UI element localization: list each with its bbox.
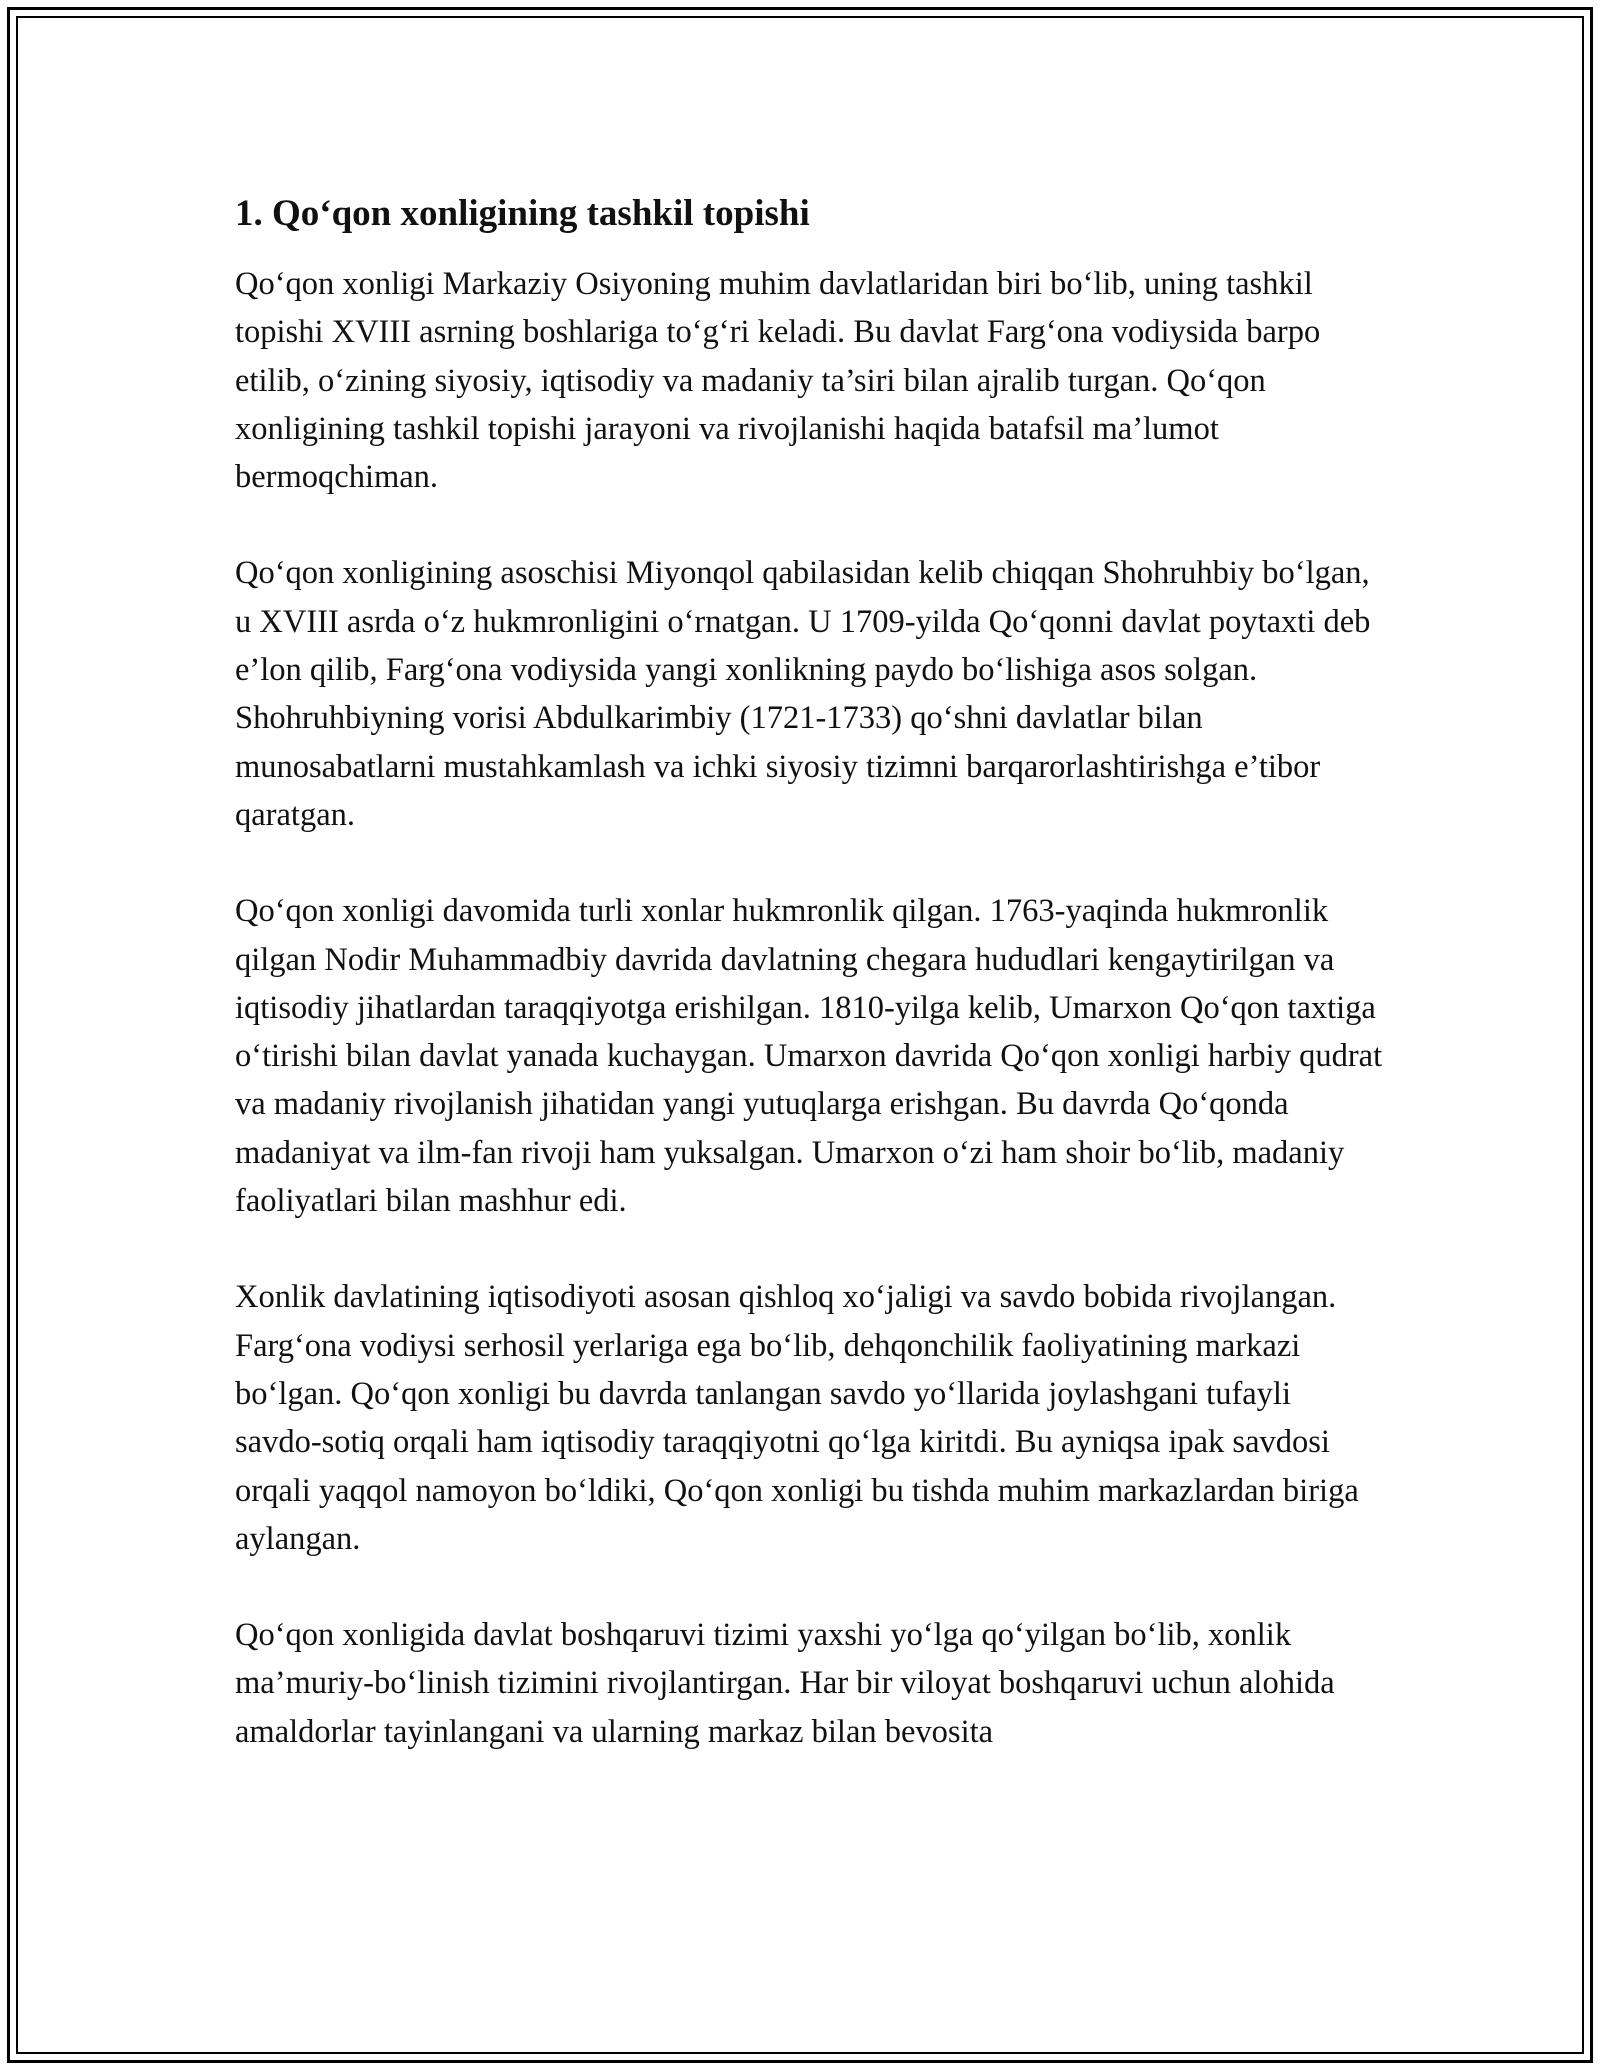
- paragraph-3: Qo‘qon xonligi davomida turli xonlar hukmronlik qilgan. 1763-yaqinda hukmronlik qilgan Nodir Muhammadbiy davrida davlatning chegara hududlari kengaytirilgan va iqtisodiy jihatlardan taraqqiyotga erishilgan. 1810-yilga kelib, Umarxon Qo‘qon taxtiga o‘tirishi bilan davlat yanada kuchaygan. Umarxon davrida Qo‘qon xonligi harbiy qudrat va madaniy rivojlanish jihatidan yangi yutuqlarga erishgan. Bu davrda Qo‘qonda madaniyat va ilm-fan rivoji ham yuksalgan. Umarxon o‘zi ham shoir bo‘lib, madaniy faoliyatlari bilan mashhur edi.: [235, 893, 1383, 1220]
- paragraph-1: Qo‘qon xonligi Markaziy Osiyoning muhim davlatlaridan biri bo‘lib, uning tashkil topishi XVIII asrning boshlariga to‘g‘ri keladi. Bu davlat Farg‘ona vodiysida barpo etilib, o‘zining siyosiy, iqtisodiy va madaniy ta’siri bilan ajralib turgan. Qo‘qon xonligining tashkil topishi jarayoni va rivojlanishi haqida batafsil ma’lumot bermoqchiman.: [235, 266, 1321, 496]
- paragraph-4: Xonlik davlatining iqtisodiyoti asosan qishloq xo‘jaligi va savdo bobida rivojlangan. Farg‘ona vodiysi serhosil yerlariga ega bo‘lib, dehqonchilik faoliyatining markazi bo‘lgan. Qo‘qon xonligi bu davrda tanlangan savdo yo‘llarida joylashgani tufayli savdo-sotiq orqali ham iqtisodiy taraqqiyotni qo‘lga kiritdi. Bu ayniqsa ipak savdosi orqali yaqqol namoyon bo‘ldiki, Qo‘qon xonligi bu tishda muhim markazlardan biriga aylangan.: [235, 1279, 1359, 1557]
- document-body: [235, 186, 1385, 1804]
- section-heading: 1. Qo‘qon xonligining tashkil topishi: [235, 193, 810, 234]
- paragraph-5: Qo‘qon xonligida davlat boshqaruvi tizimi yaxshi yo‘lga qo‘yilgan bo‘lib, xonlik ma’muriy-bo‘linish tizimini rivojlantirgan. Har bir viloyat boshqaruvi uchun alohida amaldorlar tayinlangani va ularning markaz bilan bevosita: [235, 1617, 1335, 1750]
- paragraph-2: Qo‘qon xonligining asoschisi Miyonqol qabilasidan kelib chiqqan Shohruhbiy bo‘lgan, u XVIII asrda o‘z hukmronligini o‘rnatgan. U 1709-yilda Qo‘qonni davlat poytaxti deb e’lon qilib, Farg‘ona vodiysida yangi xonlikning paydo bo‘lishiga asos solgan. Shohruhbiyning vorisi Abdulkarimbiy (1721-1733) qo‘shni davlatlar bilan munosabatlarni mustahkamlash va ichki siyosiy tizimni barqarorlashtirishga e’tibor qaratgan.: [235, 555, 1371, 833]
